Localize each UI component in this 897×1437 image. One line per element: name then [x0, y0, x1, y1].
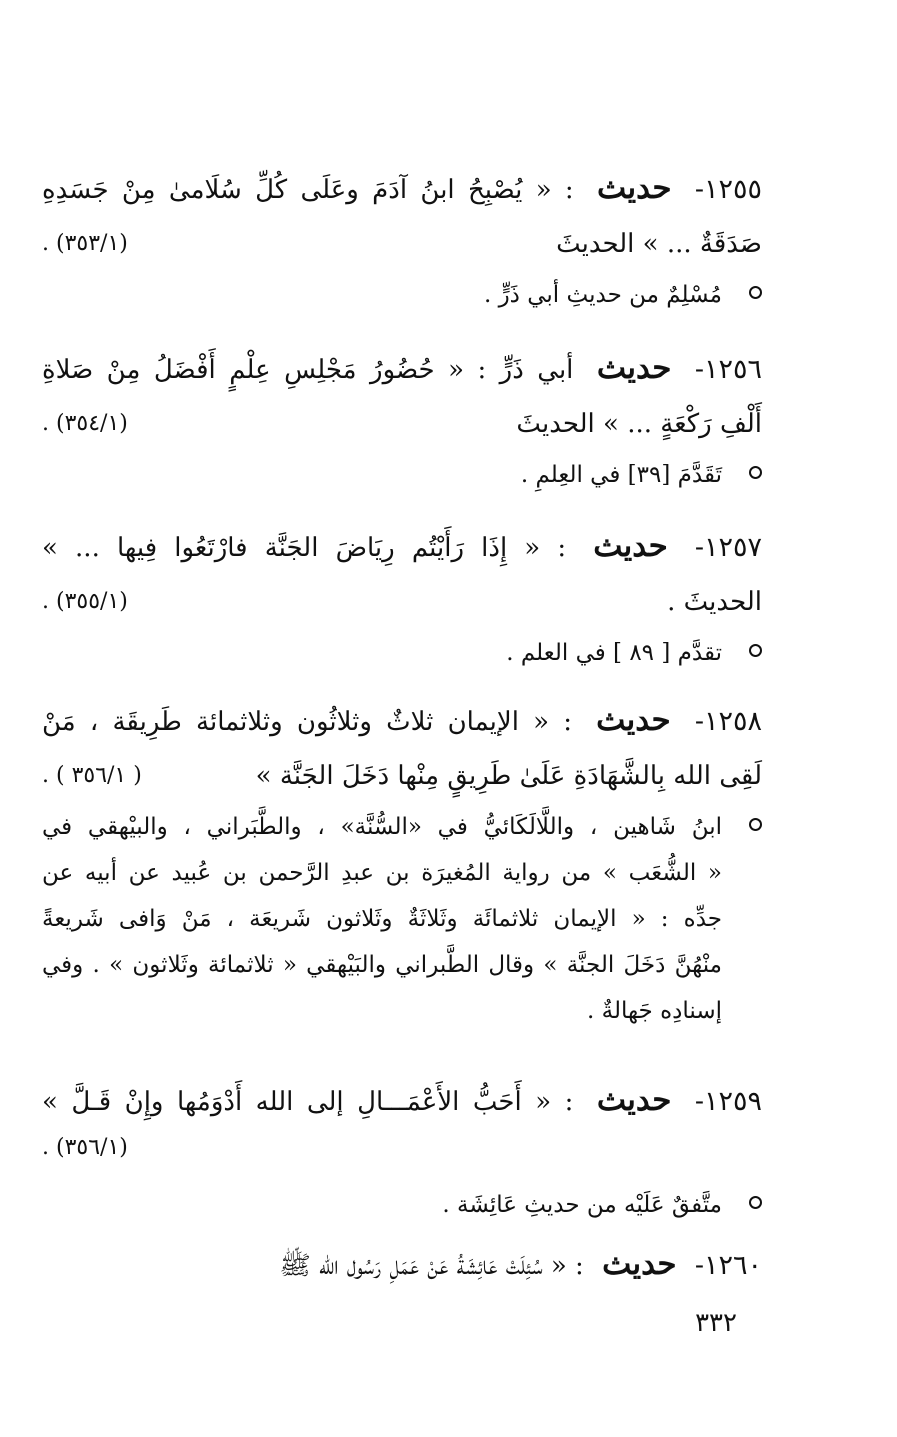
hadith-text: : « إِذَا رَأَيْتُم رِيَاضَ الجَنَّة فارْتَعُوا فِيها ... » — [42, 533, 567, 563]
hadith-text: أَلْفِ رَكْعَةٍ ... » الحديثَ — [516, 409, 762, 439]
takhrij-note-continued — [42, 850, 762, 896]
hadith-text: : « يُصْبِحُ ابنُ آدَمَ وعَلَى كُلِّ سُلَامىٰ مِنْ جَسَدِهِ — [42, 175, 574, 205]
hadith-entry-1256 — [42, 340, 762, 498]
note-text: جدِّه : « الإيمان ثلاثمائَة وثَلاثَةٌ وثَلاثون شَريعَة ، مَنْ وَافى شَريعةً — [42, 906, 722, 932]
hadith-keyword: حديث — [602, 1246, 677, 1282]
takhrij-note — [42, 452, 762, 498]
entry-line — [42, 216, 762, 272]
entry-line — [42, 396, 762, 452]
takhrij-note — [42, 272, 762, 318]
hadith-entry-1260 — [42, 1236, 762, 1292]
entry-number: ١٢٥٨- — [694, 706, 763, 737]
takhrij-note — [42, 1182, 762, 1228]
entry-line — [42, 518, 762, 574]
note-text: منْهُنَّ دَخَلَ الجنَّة » وقال الطَّبراني والبَيْهقي « ثلاثمائة وثَلاثون » . وفي — [42, 952, 722, 978]
circle-bullet-icon — [749, 644, 762, 657]
hadith-keyword: حديث — [596, 1082, 672, 1118]
takhrij-note — [42, 630, 762, 676]
note-text: مُسْلِمٌ من حديثِ أبي ذَرٍّ . — [483, 282, 722, 308]
note-text: متَّفقٌ عَلَيْه من حديثِ عَائِشَة . — [442, 1192, 722, 1218]
source-reference: (٣٥٣/١) . — [42, 231, 128, 256]
hadith-text: : « الإيمان ثلاثٌ وثلاثُون وثلاثمائة طَرِيقَة ، مَنْ — [42, 707, 572, 737]
source-reference: (٣٥٤/١) . — [42, 411, 128, 436]
circle-bullet-icon — [749, 466, 762, 479]
circle-bullet-icon — [749, 1196, 762, 1209]
takhrij-note-continued — [42, 942, 762, 988]
note-text: « الشُّعَب » من رواية المُغيرَة بن عبدِ الرَّحمن بن عُبيد عن أبيه عن — [42, 860, 722, 886]
takhrij-note — [42, 804, 762, 850]
hadith-text: : « سُئِلَتْ عَائِشَةُ عَنْ عَمَلِ رَسُول الله ﷺ — [279, 1251, 584, 1281]
hadith-text: أبي ذَرٍّ : « حُضُورُ مَجْلِسِ عِلْمٍ أَفْضَلُ مِنْ صَلاةِ — [42, 355, 574, 385]
note-text: تَقَدَّمَ [٣٩] في العِلمِ . — [520, 462, 722, 488]
takhrij-note-continued — [42, 896, 762, 942]
entry-number: ١٢٥٧- — [694, 532, 763, 563]
hadith-text: لَقِى الله بِالشَّهَادَةِ عَلَىٰ طَرِيقٍ مِنْها دَخَلَ الجَنَّة » — [255, 761, 762, 791]
note-text: ابنُ شَاهين ، واللَّالَكَائيُّ في «السُّنَّة» ، والطَّبَراني ، والبيْهقي في — [42, 814, 722, 840]
circle-bullet-icon — [749, 286, 762, 299]
source-reference: (٣٥٦/١) . — [42, 1135, 128, 1160]
entry-line — [42, 692, 762, 748]
hadith-keyword: حديث — [597, 170, 672, 206]
hadith-entry-1255 — [42, 160, 762, 318]
entry-line — [42, 340, 762, 396]
hadith-entry-1257 — [42, 518, 762, 676]
hadith-text: صَدَقَةٌ ... » الحديثَ — [556, 229, 762, 259]
entry-line — [42, 1072, 762, 1128]
entry-number: ١٢٥٥- — [694, 174, 763, 205]
circle-bullet-icon — [749, 818, 762, 831]
hadith-keyword: حديث — [596, 350, 672, 386]
entry-number: ١٢٥٦- — [694, 354, 763, 385]
note-text: إسنادِه جَهالةٌ . — [586, 998, 722, 1024]
page-number: ٣٣٢ — [695, 1308, 737, 1338]
source-reference: (٣٥٥/١) . — [42, 589, 128, 614]
hadith-entry-1259 — [42, 1072, 762, 1228]
hadith-text: الحديثَ . — [667, 587, 762, 617]
entry-line — [42, 1236, 762, 1292]
hadith-entry-1258 — [42, 692, 762, 1034]
takhrij-note-continued — [42, 988, 762, 1034]
entry-number: ١٢٦٠- — [694, 1250, 762, 1281]
hadith-text: : « أَحَبُّ الأَعْمَـــالِ إلى الله أَدْوَمُها وإِنْ قَـلَّ » — [42, 1087, 574, 1117]
entry-line — [42, 160, 762, 216]
source-reference: ( ٣٥٦/١ ) . — [42, 763, 142, 788]
hadith-keyword: حديث — [596, 702, 671, 738]
entry-number: ١٢٥٩- — [694, 1086, 763, 1117]
entry-line — [42, 748, 762, 804]
entry-line — [42, 1128, 762, 1168]
note-text: تقدَّم [ ٨٩ ] في العلم . — [506, 640, 722, 666]
entry-line — [42, 574, 762, 630]
hadith-keyword: حديث — [593, 528, 668, 564]
